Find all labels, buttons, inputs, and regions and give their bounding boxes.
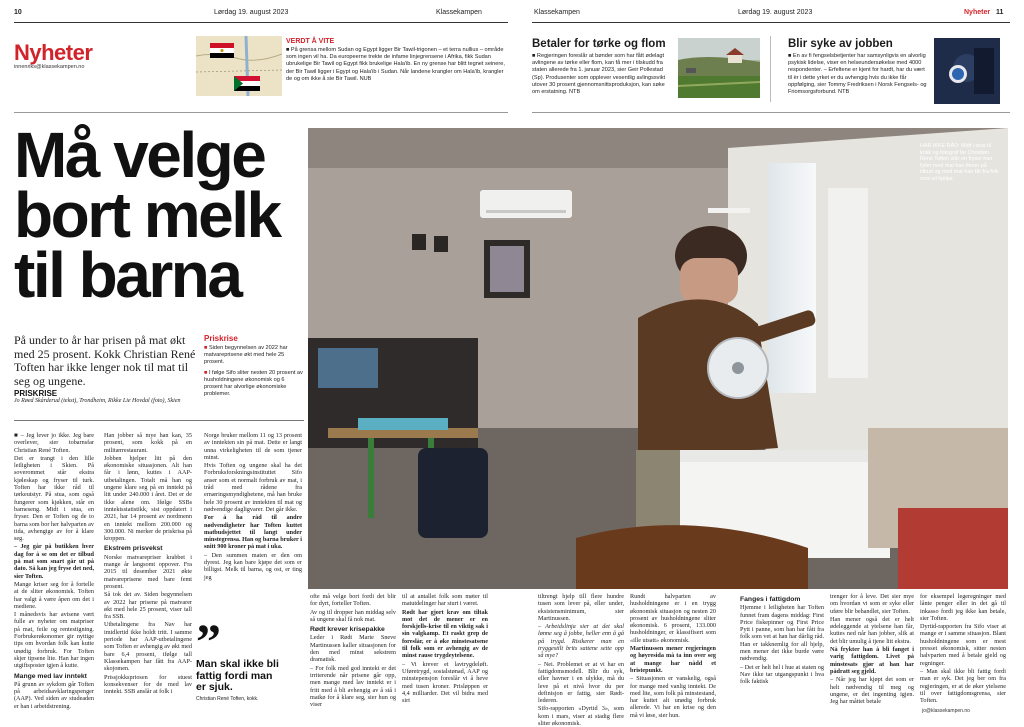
teaser-torke-text: ■ Regjeringen foreslår at bønder som har fått ødelagt avlingene av tørke eller flom, kan få mer i tilskudd fra staten allerede fra 1. januar 2023, sier Geir Pollestad (Sp). Produsenter som opplever vesentlig avlingssvikt utover 30 prosent gjennomsnittsproduksjon, kan søke om erstatning. NTB bbox=[532, 53, 666, 96]
teaser-syke-title: Blir syke av jobben bbox=[788, 38, 893, 50]
paragraph: ofte må velge bort fordi det blir for dyrt, forteller Toften. bbox=[310, 593, 396, 608]
paragraph: – Man skal ikke bli fattig fordi man er syk. Det jeg ber om fra regjeringen, er at de øker ytelsene til over fattigdomsgrensa, sier Toften. bbox=[920, 667, 1006, 705]
body-column-10 bbox=[920, 593, 1006, 706]
header-date-left: Lørdag 19. august 2023 bbox=[214, 9, 289, 16]
teaser-syke-text: ■ En av fi fengselsbetjenter har samsynligvis en alvorlig psykisk lidelse, viser en helseundersøkelse med 4000 respondenter. – Erfeltene er kjent for hardt, har du vært til ër i dette yrket er du avhengig hvis du ikke får oppfølging, sier Tommy Fredriksen i Norsk Fengsels- og Friomsorgsforbund. NTB bbox=[788, 53, 927, 96]
paragraph: Hjemme i leiligheten har Toften funnet fram dagens middag: First Price fiskepinner og First Price Pytt i panne, som han har fått fra folk som vet at han har dårlig råd. Han er takknemlig for all hjelp, men mener det ikke burde være nødvendig. bbox=[740, 604, 824, 663]
quote-mark: ” bbox=[196, 613, 221, 669]
running-header-right bbox=[512, 6, 1024, 20]
byline: Jo Røed Skårderud (tekst), Trondheim, Rikke Lie Hovdal (foto), Skien bbox=[14, 398, 181, 404]
subheading: Ekstrem prisvekst bbox=[104, 545, 163, 553]
paragraph: Norske matvarepriser krabbet i mange år langsomt oppover. Fra 2015 til desember 2021 økte matvareprisene med bare femt prosent. bbox=[104, 553, 192, 590]
paragraph: – For folk med god inntekt er det irriterende når prisene går opp, men mange med lav inntekt er i fritt med å bli avhengig av å stå i matkø for å klare seg, sier hun og viser bbox=[310, 664, 396, 709]
paragraph: trenger for å leve. Det sier mye om hvordan vi som er syke eller uføre blir behandlet, sier Toften. bbox=[830, 593, 914, 615]
header-date-right: Lørdag 19. august 2023 bbox=[738, 9, 813, 16]
paragraph: – Den summen maten er den om dyrest. Jeg kan bare kjøpe det som er billigst. Melk til barna, og ost, er ting jeg bbox=[204, 551, 302, 581]
factbox-title: Priskrise bbox=[204, 334, 238, 343]
paragraph: Mange kriser seg for å fortelle at de sliter økonomisk. Toften har valgt å være åpen om det i mediene. bbox=[14, 580, 94, 610]
byline-rule bbox=[14, 420, 304, 421]
factbox-priskrise bbox=[204, 334, 304, 402]
paragraph: ■ – Jeg lever jo ikke. Jeg bare overlever, sier tobarnsfar Christian René Toften. bbox=[14, 432, 94, 454]
quote-text: Man skal ikke bli fattig fordi man er sjuk. bbox=[196, 658, 279, 693]
teaser-torke-photo bbox=[678, 38, 760, 98]
teaser-verdt-text: ■ På grensa mellom Sudan og Egypt ligger Bir Tawil-trigonen – et terra nullius – område som ingen vil ha. Da europeerne trekte de infame linjegrensene i Afrika, fikk Sudan ubrukelige Bir Tawil og Egypt fikk brukelige Hala'ib. En ny grense har blitt tegnet seinere, der Bir Tawil ligger i Egypt og Hala'ib i Sudan. Når landene krangler om Hala'ib, krangler de og om ikke å sie Bir Tawil. NUB bbox=[286, 47, 505, 82]
teaser-map-image bbox=[196, 36, 282, 96]
body-column-5 bbox=[402, 593, 488, 716]
section-email: innenriks@klassekampen.no bbox=[14, 64, 85, 70]
subheading: Fanges i fattigdom bbox=[740, 596, 801, 603]
body-column-1 bbox=[14, 432, 94, 716]
paragraph: – Jeg går på butikken hver dag for å se om det er tilbud på mat som snart går ut på dato. Så kan jeg fryse det ned, sier Toften. bbox=[14, 543, 94, 580]
teaser-torke-title: Betaler for tørke og flom bbox=[532, 38, 666, 50]
body-column-8 bbox=[740, 593, 824, 716]
byline-block bbox=[14, 389, 194, 406]
running-header-left bbox=[0, 6, 512, 20]
quote-source: Christian René Toften, kokk. bbox=[196, 695, 259, 702]
paragraph: Jobben hjelper litt på den økonomiske situasjonen. Alt han får i lønn, kuttes i AAP-utbetalingen. Totalt må han og ungene klare seg på en inntekt på litt under 240.000 i året. Det er de ikke alene om. Ifølge SSBs inntektsstatistikk, sist oppdatert i 2021, har 14 prosent av nordmenn en inntekt mellom 200.000 og 300.000. Ni merker de priskrisa på kroppen. bbox=[104, 454, 192, 543]
teaser-verdt-a-vite bbox=[286, 38, 508, 83]
pull-quote bbox=[196, 613, 280, 702]
body-column-2 bbox=[104, 432, 192, 716]
top-strip-rule-left bbox=[14, 112, 508, 113]
article-kicker: PRISKRISE bbox=[14, 389, 58, 398]
author-email: jo@klassekampen.no bbox=[922, 708, 970, 714]
factbox-item: ■ Siden begynnelsen av 2022 har matvareprisene økt med hele 25 prosent. bbox=[204, 345, 304, 366]
paragraph: – Arbeidslinja sier at det skal lønne seg å jobbe, heller enn å gå på trygd. Risikerer man en tryggestilt brits sattene sette opp så mye? bbox=[538, 623, 624, 660]
paragraph: Dyrtid-rapporten fra Sifo viser at mange er i samme situasjon. Blant husholdningene som er mest presset økonomisk, sitter nesten halvparten med å betale gjeld og regninger. bbox=[920, 623, 1006, 667]
paragraph: – Når jeg har kjøpt det som er helt nødvendig til meg og ungene, er det ingenting igjen. Jeg har måttet betale bbox=[830, 676, 914, 706]
paragraph: På grunn av sykdom går Toften på arbeidsavklaringspenger (AAP). Ved siden av studeaden er han i arbeidstrening. bbox=[14, 680, 94, 710]
officer-photo bbox=[934, 38, 1000, 104]
paragraph: – Vi krever et lavtrygdeløft. Uføretrygd, sosialstønad, AAP og minstepensjon foreslår vi å heve med tusen kroner. Prisløppen er 4,4 milliarder. Det vil bidra med sirt bbox=[402, 660, 488, 705]
paragraph: til at antallet folk som møter til matutdelinger har sturt i været. bbox=[402, 593, 488, 608]
paragraph: for eksempel legeregninger med lånte penger eller in det gå til inkasso fordi jeg ikke kan betale, sier Toften. bbox=[920, 593, 1006, 622]
paragraph: Utbetalingene fra Nav har imidlertid ikke holdt tritt. I samme periode har AAP-utbetalingene som Toften er avhengig av økt med bare 6,4 prosent, ifølge tall Klassekampen har fått fra AAP-skojomen. bbox=[104, 621, 192, 673]
paragraph: Av og til dropper han middag selv så ungene skal få nok mat. bbox=[310, 608, 396, 623]
header-paper-right: Klassekampen bbox=[534, 9, 580, 16]
paragraph: Rundt halvparten av husholdningene er i en trygg økonomisk situasjon og nesten 20 prosent av husholdningene sliter økonomisk. 6 prosent, 133.000 husholdninger, er klassifisert som «ille utsatt» økonomisk. bbox=[630, 593, 716, 644]
lead-text: På under to år har prisen på mat økt med 25 prosent. Kokk Christian René Toften har ikke lenger nok til mat til seg og ungene. bbox=[14, 333, 196, 388]
paragraph: For å ha råd til andre nødvendigheter har Toften kuttet matbudsjettet til langt under minstegrensa. Han og barna bruker i snitt 900 kroner på mat i uka. bbox=[204, 514, 302, 551]
body-column-7 bbox=[630, 593, 716, 719]
paragraph: tiltrengt hjelp till flere hundre tusen som lever på, eller under, eksistensminimum, sier Martinussen. bbox=[538, 593, 624, 622]
paragraph: Så tok det av. Siden begynnelsen av 2022 har prisene på matvarer økt med hele 25 prosent, viser tall fra SSB. bbox=[104, 591, 192, 621]
paragraph: – Det er helt hel i hue at staten og Nav ikke tar utgangspunkt i hva folk faktisk bbox=[740, 663, 824, 686]
photo-caption: HAR IKKE RÅD: Midt i stua til kokk og fotograf far Christian René Toften står en fryser han fyller med mat han finner på tilbud og med mat han får fra folk som vil hjelpe. bbox=[920, 143, 999, 182]
page-number-left: 10 bbox=[14, 9, 22, 16]
paragraph: Norge bruker mellom 11 og 13 prosent av inntekten sin på mat. Dette er langt unna virkeligheten til de som tjener minst. bbox=[204, 432, 302, 461]
teaser-syke-photo bbox=[934, 38, 1000, 104]
paragraph: I månedsvis har avisene vært fulle av nyheter om matpriser på mat, feile og rentestigning. Forbrukerøkonomer gir nyttige tips om hvordan folk kan kutte unødig forbruk. For Toften skjer tipsene lite. Han har ingen utgiftsposter igjen å kutte. bbox=[14, 611, 94, 670]
paragraph: Sifo-rapporten «Dyrtid 3», som kom i mars, viser at stadig flere sliter økonomisk. bbox=[538, 705, 624, 727]
header-rule-right bbox=[532, 22, 1010, 23]
paragraph: – Situasjonen er vanskelig, også for mange med vanlig inntekt. De med lite, som folk på minstestand, har kuttet alt unødig forbruk allerede. Vi har en krise og den må vi løse, sier hun. bbox=[630, 675, 716, 719]
section-title: Nyheter bbox=[14, 40, 93, 65]
body-column-9 bbox=[830, 593, 914, 716]
paragraph: Martinussen mener regjeringen og høyresida må ta inn over seg at mange har nådd et bristepunkt. bbox=[630, 645, 716, 674]
teaser-verdt-kicker: VERDT Å VITE bbox=[286, 38, 335, 45]
main-photo bbox=[308, 128, 1008, 589]
headline: Må velge bort melk til barna bbox=[14, 119, 280, 311]
header-section-right: Nyheter bbox=[964, 9, 991, 16]
paragraph: Leder i Rødt Marie Sneve Martinussen kaller situasjonen for den med minst sekstrem dramatisk. bbox=[310, 634, 396, 664]
paragraph: Det er trangt i den lille leiligheten i Skien. På soverommet står ekstra kjøleskap og fryser til turk. Toften har ikke råd til tørkeutstyr. På stua, som også fungerer som kjøkken, står en barneseng. Midt i stua, en fryser. Den er Toften og de to barna som bor her halvparten av tida, avhengige av for å klare seg. bbox=[14, 454, 94, 543]
paragraph: Rødt har gjort krav om tiltak mot det de mener er en forskjells-krise til en viktig sak i sin valgkamp. Et raskt grep de foreslår, er å øke minstesatsene til folk som er avhengig av de minst rause trygdeytelsene. bbox=[402, 608, 488, 660]
teaser-divider bbox=[770, 36, 771, 102]
farm-photo bbox=[678, 38, 760, 98]
paragraph: – Nei. Problemet er at vi har en fattigdomsmodell. Blir du syk, eller havner i en ulykke, må du leve på et nivå hvor du per definisjon er fattig, sier Rødt-lederen. bbox=[538, 660, 624, 705]
map-graphic bbox=[196, 36, 282, 96]
paragraph: Hvis Toften og ungene skal ha det Forbruksforskningsinstituttet Sifo anser som et normalt forbruk av mat, i tråd med rådene fra ernæringsmyndighetene, må han bruke hele 30 prosent av inntekten til mat og nødvendige dagligvarer. Det går ikke. bbox=[204, 462, 302, 513]
body-column-3 bbox=[204, 432, 302, 622]
page-number-right: 11 bbox=[996, 9, 1004, 16]
teaser-syke bbox=[788, 38, 928, 96]
paragraph: Han jobber så mye han kan, 35 prosent, som kokk på en militærrestaurant. bbox=[104, 432, 192, 454]
subheading: Mange med lav inntekt bbox=[14, 672, 87, 680]
body-column-6 bbox=[538, 593, 624, 727]
header-rule-left bbox=[14, 22, 508, 23]
header-paper-left: Klassekampen bbox=[436, 9, 482, 16]
factbox-item: ■ I følge Sifo sliter nesten 20 prosent av husholdningene økonomisk og 6 prosent har alvorlige økonomiske problemer. bbox=[204, 370, 304, 398]
subheading: Rødt krever krisepakke bbox=[310, 626, 385, 634]
paragraph: Han mener også det er helt ødeleggende at ytelsene han får, kuttes ned når han jobber, slik at det blir umulig å tjene litt ekstra. bbox=[830, 615, 914, 645]
paragraph: Prissjokkspriosen for stuest konsekvenser for de med lav inntekt. SSB anslår at folk i bbox=[104, 673, 192, 696]
teaser-torke bbox=[532, 38, 674, 96]
body-column-4 bbox=[310, 593, 396, 716]
paragraph: Nå frykter han å bli fanget i varig fattigdom. Livet på minstesats gjør at han har pådratt seg gjeld. bbox=[830, 646, 914, 675]
top-strip-rule-right bbox=[532, 112, 1010, 113]
kitchen-photo bbox=[308, 128, 1008, 589]
